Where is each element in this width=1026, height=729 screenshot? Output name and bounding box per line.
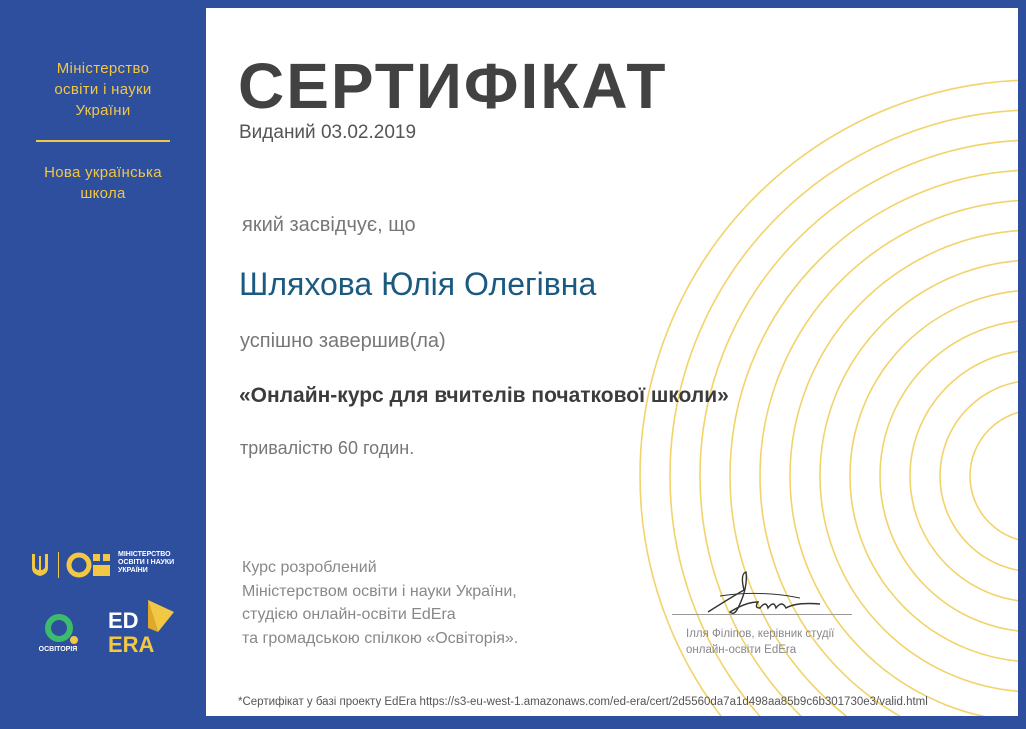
ministry-logo-text: МІНІСТЕРСТВО ОСВІТИ І НАУКИ УКРАЇНИ	[118, 551, 175, 574]
sidebar-divider	[36, 140, 170, 142]
signature-line	[672, 614, 852, 615]
new-ukrainian-school: Нова українська школа	[44, 164, 162, 202]
certificate-footnote[interactable]: *Сертифікат у базі проекту EdEra https://s3-eu-west-1.amazonaws.com/ed-era/cert/2d5560da7a1d498aa85b9c6b301730e3/valid.html	[238, 696, 928, 708]
issue-date: Виданий 03.02.2019	[239, 122, 417, 143]
completed-text: успішно завершив(ла)	[240, 330, 446, 352]
osvitoria-label: ОСВІТОРІЯ	[38, 646, 78, 653]
logo-separator	[58, 552, 59, 578]
ministry-name: Міністерство освіти і науки України	[54, 60, 152, 119]
edera-logo	[108, 598, 180, 658]
course-name: «Онлайн-курс для вчителів початкової школи»	[239, 384, 729, 407]
certificate-paper	[206, 8, 1018, 716]
osvitoria-logo-icon	[38, 612, 88, 648]
signer: Ілля Філіпов, керівник студії онлайн-освіти EdEra	[686, 628, 835, 656]
sidebar	[0, 0, 206, 729]
edera-logo-ed: ED	[108, 608, 139, 633]
developed-by: Курс розроблений Міністерством освіти і науки України, студією онлайн-освіти EdEra та громадською спілкою «Освіторія».	[242, 559, 519, 647]
ministry-logo-row	[28, 548, 198, 584]
edera-logo-era: ERA	[108, 632, 155, 657]
certificate-title: СЕРТИФІКАТ	[238, 50, 668, 122]
signature	[700, 568, 830, 620]
recipient-name: Шляхова Юлія Олегівна	[239, 266, 597, 302]
trident-icon	[30, 552, 50, 578]
course-duration: тривалістю 60 годин.	[240, 438, 415, 458]
ministry-ou-logo-icon	[66, 552, 114, 580]
certifies-text: який засвідчує, що	[242, 214, 416, 236]
